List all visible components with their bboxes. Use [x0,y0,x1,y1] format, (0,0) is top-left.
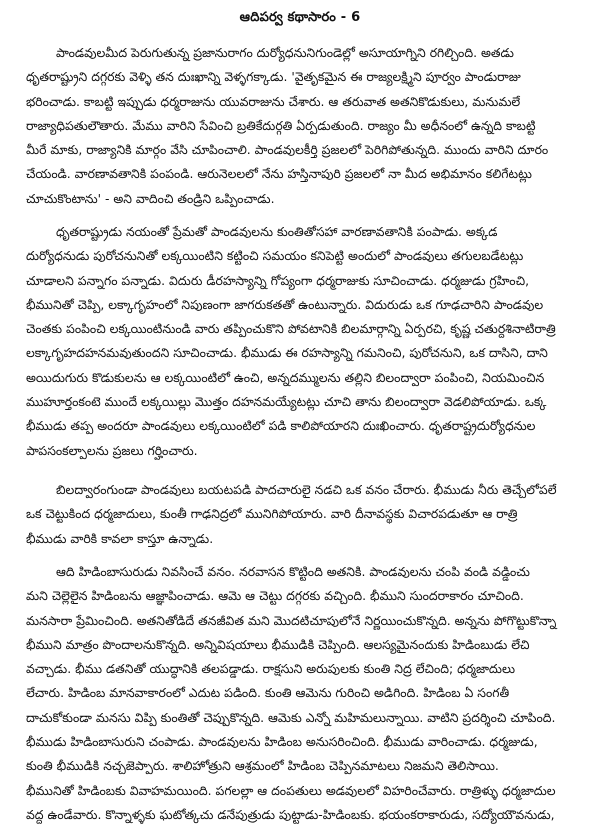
text-line: రాజ్యాధిపతులౌతారు. మేము వారిని సేవించి బ్రతికేదుర్గతి ఏర్పడుతుంది. రాజ్యం మీ అధీనంలో ఉన్నది కాబట్టి [26,117,536,133]
text-line: మీరే మాకు, రాజ్యానికి మార్గం వేసి చూపించాలి. పాండవులకీర్తి ప్రజలలో పెరిగిపోతున్నది. ముందు వారిని దూరం [26,142,549,158]
text-line: భీముడు తప్ప అందరూ పాండవులు లక్కయింటిలో పడి కాలిపోయారని దుఃఖించారు. ధృతరాష్ట్రదుర్యోధనుల [26,418,536,434]
text-line: అయిదుగురు కొడుకులను ఆ లక్కయింటిలో ఉంచి, అన్నదమ్ములను తల్లిని బిలంద్వారా పంపించి, నియమించిన [26,369,545,385]
text-line: భీమునితో హిడింబకు వివాహమయింది. పగలల్లా ఆ దంపతులు అడవులలో విహరించేవారు. రాత్రిళ్ళు ధర్మజాదుల [26,782,556,798]
text-line: ధృతరాష్ట్రుని దగ్గరకు వెళ్ళి తన దుఃఖాన్ని వెళ్ళగక్కాడు. 'వైతృకమైన ఈ రాజ్యలక్ష్మిని పూర్వం పాండురాజు [26,69,521,85]
text-line: వచ్చాడు. భీము డతనితో యుద్ధానికి తలపడ్డాడు. రాక్షసుని అరుపులకు కుంతి నిద్ర లేచింది; ధర్మజాదులు [26,661,516,677]
text-line: భీముని మాత్రం పొందాలనుకొన్నది. అన్నివిషయాలు భీముడికి చెప్పింది. ఆలస్యమైనందుకు హిడింబుడు లేచి [26,636,530,652]
text-line: లక్కాగృహదహనమవుతుందని సూచించాడు. భీముడు ఈ రహస్యాన్ని గమనించి, పురోచనుని, ఒక దాసిని, దాని [26,345,548,361]
text-line: ముహూర్తంకంటె ముందే లక్కయిల్లు మొత్తం దహనమయ్యేటట్లు చూచి తాను బిలంద్వారా వెడలిపోయాడు. ఒక్క [26,394,547,410]
text-line: చూచుకొంటాను' - అని వాదించి తండ్రిని ఒప్పించాడు. [26,190,275,206]
text-line: ఆది హిడింబాసురుడు నివసించే వనం. నరవాసన కొట్టింది అతనికి. పాండవులను చంపి వండి వడ్డించు [56,564,530,579]
text-line: చూడాలని పన్నాగం పన్నాడు. విదురు డీరహస్యాన్ని గోప్యంగా ధర్మరాజుకు సూచించాడు. ధర్మజుడు గ్రహించి, [26,272,530,288]
text-line: భరించాడు. కాబట్టి ఇప్పుడు ధర్మరాజును యువరాజును చేశారు. ఆ తరువాత అతనికొడుకులు, మనుమలే [26,93,521,109]
text-line: బిలద్వారంగుండా పాండవులు బయటపడి పాదచారులై నడచి ఒక వనం చేరారు. భీముడు నీరు తెచ్చేలోపలే [56,482,557,497]
page-title: ఆదిపర్వ కథాసారం - 6 [239,10,361,25]
text-line: కుంతి భీముడికి నచ్చజెప్పారు. శాలిహోత్రుని ఆశ్రమంలో హిడింబ చెప్పినమాటలు నిజమని తెలిసాయి. [26,758,499,774]
text-line: దుర్యోధనుడు పురోచనునితో లక్కయింటిని కట్టించి సమయం కనిపెట్టి అందులో పాండవులు తగులబడేటట్లు [26,248,524,264]
paragraph-2 [26,220,578,463]
text-line: ఒక చెట్టుకింద ధర్మజాదులు, కుంతీ గాఢనిద్రలో మునిగిపోయారు. వారి దీనావస్థకు విచారపడుతూ ఆ రాత్రి [26,506,518,522]
paragraph-4 [26,560,578,827]
text-line: పాపసంకల్పాలను ప్రజలు గర్హించారు. [26,442,198,458]
text-line: మనసారా ప్రేమించింది. అతనితోడిదే తనజీవిత మని మొదటిచూపులోనే నిర్ణయించుకొన్నది. అన్నను పోగొట్టుకొన్నా [26,612,557,628]
text-line: మని చెల్లెలైన హిడింబను ఆజ్ఞాపించాడు. ఆమె ఆ చెట్టు దగ్గరకు వచ్చింది. భీముని సుందరాకారం చూచింది. [26,588,524,604]
text-line: వద్ద ఉండేవారు. కొన్నాళ్ళకు ఘటోత్కచు డనేపుత్రుడు పుట్టాడు-హిడింబకు. భయంకరాకారుడు, సద్యోయౌవనుడు, [26,806,555,822]
text-line: భీముడు హిడింబాసురుని చంపాడు. పాండవులను హిడింబ అనుసరించింది. భీముడు వారించాడు. ధర్మజుడు, [26,734,538,750]
text-line: దాచుకోకుండా మనసు విప్పి కుంతితో చెప్పుకొన్నది. ఆమెకు ఎన్నో మహిమలున్నాయి. వాటిని ప్రదర్శించి చూపింది. [26,709,556,725]
text-line: చేయండి. వారణావతానికి పంపండి. ఆరునెలలలో నేను హస్తినాపురి ప్రజలలో నా మీద అభిమానం కలిగేటట్లు [26,166,532,182]
text-line: భీముడు వారికి కావలా కాస్తూ ఉన్నాడు. [26,530,214,546]
paragraph-1 [26,41,578,211]
text-line: భీమునితో చెప్పి, లక్కాగృహంలో నిపుణంగా జాగరుకతతో ఉంటున్నారు. విదురుడు ఒక గూఢచారిని పాండవుల [26,296,544,312]
text-line: ధృతరాష్ట్రుడు నయంతో ప్రేమతో పాండవులను కుంతితోసహా వారణావతానికి పంపాడు. అక్కడ [56,224,498,239]
text-line: పాండవులమీద పెరుగుతున్న ప్రజానురాగం దుర్యోధనునిగుండెల్లో అసూయాగ్నిని రగిల్చింది. అతడు [56,45,514,60]
text-line: లేచారు. హిడింబ మానవాకారంలో ఎదుట పడింది. కుంతి ఆమెను గురించి అడిగింది. హిడింబ ఏ సంగతీ [26,685,510,701]
text-line: చెంతకు పంపించి లక్కయింటినుండి వారు తప్పించుకొని పోవటానికి బిలమార్గాన్ని ఏర్పరచి, కృష్ణ చతుర్దశినాటిరాత్రి [26,321,556,337]
paragraph-3 [26,478,578,551]
